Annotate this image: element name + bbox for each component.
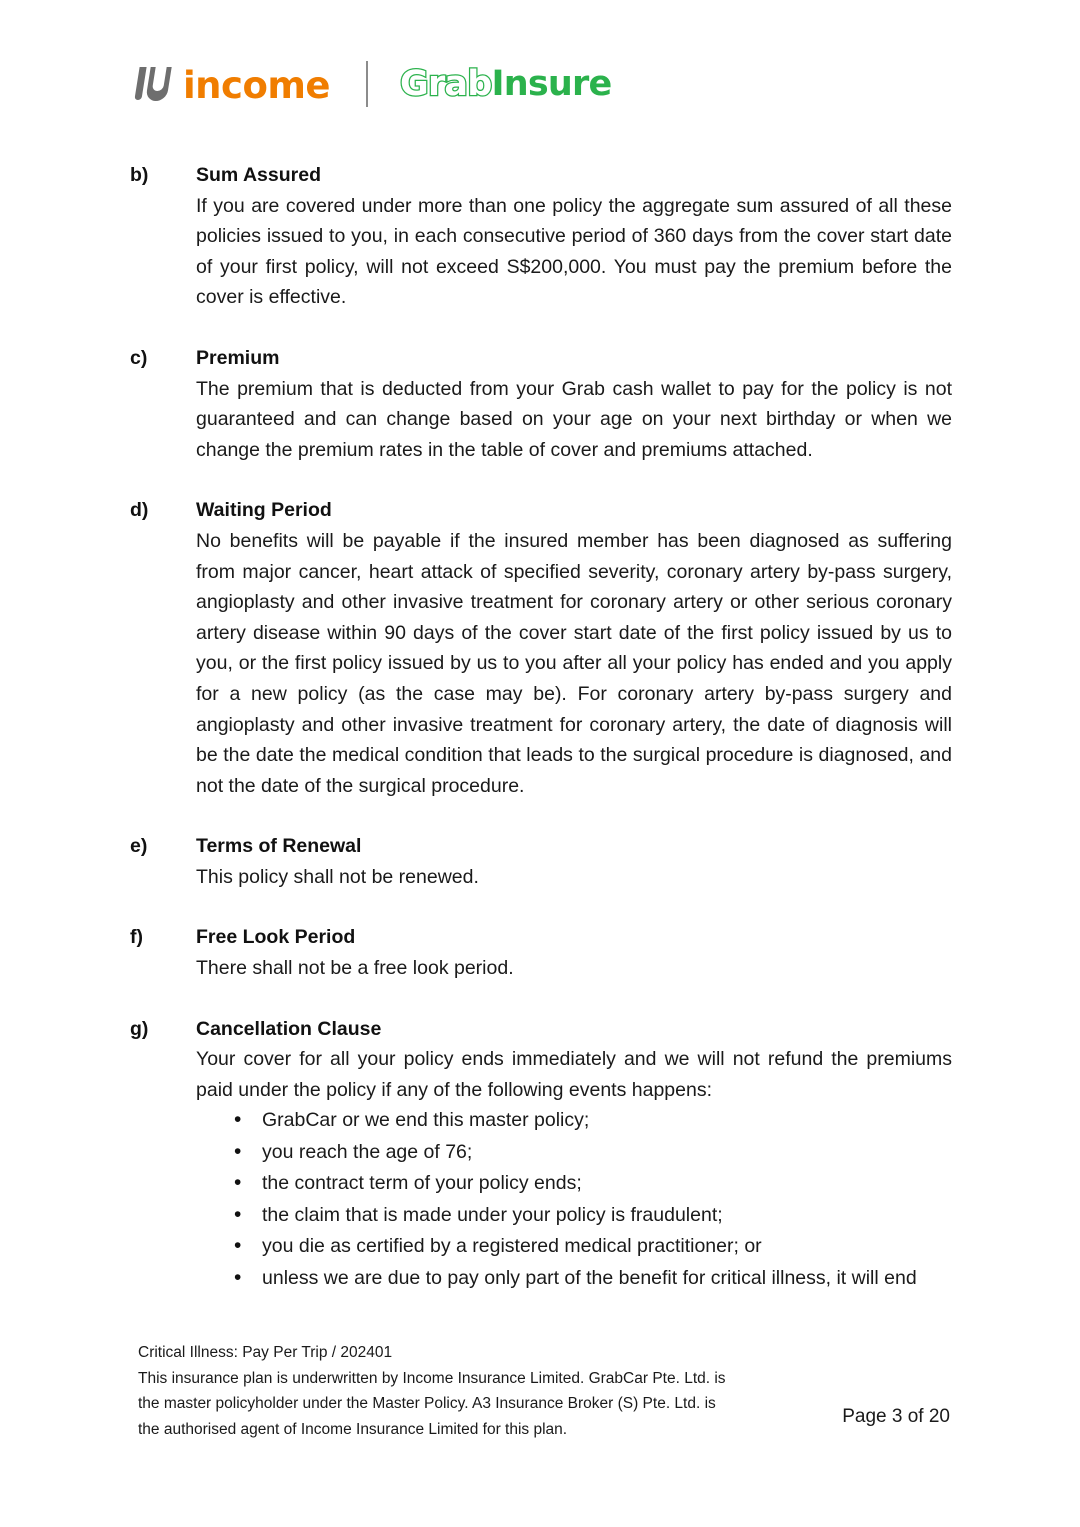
- income-logo: [136, 57, 330, 111]
- list-item: • GrabCar or we end this master policy;: [196, 1105, 952, 1137]
- footer-plan-reference: Critical Illness: Pay Per Trip / 202401: [138, 1344, 393, 1361]
- document-body: [130, 160, 952, 1324]
- clause-paragraph: No benefits will be payable if the insured member has been diagnosed as suffering from major cancer, heart attack of specified severity, coronary artery by-pass surgery, angioplasty and other invasive treatment for coronary artery or other serious coronary artery disease within 90 days of the cover start date of the first policy issued by us to you, or the first policy issued by us to you after all your policy has ended and you apply for a new policy (as the case may be). For coronary artery by-pass surgery and angioplasty and other invasive treatment for coronary artery, the date of diagnosis will be the date the medical condition that leads to the surgical procedure is diagnosed, and not the date of the surgical procedure.: [196, 529, 952, 797]
- page-number: Page 3 of 20: [842, 1406, 950, 1427]
- footer-disclaimer: [138, 1340, 726, 1442]
- clause-d-waiting-period: [130, 495, 952, 801]
- clause-paragraph: If you are covered under more than one policy the aggregate sum assured of all these policies issued to you, in each consecutive period of 360 days from the cover start date of your first policy, will not exceed S$200,000. You must pay the premium before the cover is effective.: [196, 194, 952, 309]
- list-item: • you reach the age of 76;: [196, 1137, 952, 1169]
- list-item: • unless we are due to pay only part of the benefit for critical illness, it will end: [196, 1263, 952, 1295]
- clause-content: [196, 1014, 952, 1295]
- footer-disclaimer-line-3: the authorised agent of Income Insurance Limited for this plan.: [138, 1420, 568, 1438]
- clause-content: [196, 495, 952, 801]
- clause-paragraph: Your cover for all your policy ends immediately and we will not refund the premiums paid under the policy if any of the following events happens:: [196, 1048, 952, 1101]
- clause-title: Free Look Period: [196, 926, 356, 949]
- grabinsure-insure-text: Insure: [491, 63, 612, 104]
- clause-title: Premium: [196, 346, 280, 369]
- grabinsure-logo: [400, 63, 612, 104]
- document-header: [136, 57, 611, 111]
- clause-marker: c): [130, 346, 148, 369]
- list-item: • the claim that is made under your policy is fraudulent;: [196, 1200, 952, 1232]
- clause-title: Waiting Period: [196, 499, 332, 522]
- income-u-mark-icon: [136, 64, 174, 104]
- logo-divider: [366, 61, 368, 107]
- clause-marker: d): [130, 499, 149, 522]
- footer-disclaimer-line-1: This insurance plan is underwritten by Income Insurance Limited. GrabCar Pte. Ltd. is: [138, 1369, 726, 1387]
- clause-paragraph: The premium that is deducted from your Grab cash wallet to pay for the policy is not guaranteed and can change based on your age on your next birthday or when we change the premium rates in the table of cover and premiums attached.: [196, 377, 952, 461]
- clause-marker: g): [130, 1017, 149, 1040]
- list-item: • you die as certified by a registered medical practitioner; or: [196, 1231, 952, 1263]
- clause-b-sum-assured: [130, 160, 952, 313]
- clause-marker: f): [130, 926, 143, 949]
- clause-content: [196, 160, 952, 313]
- grabinsure-grab-text: Grab: [400, 63, 492, 104]
- clause-title: Cancellation Clause: [196, 1017, 382, 1040]
- cancellation-events-list: [196, 1105, 952, 1294]
- income-wordmark: income: [183, 63, 331, 107]
- clause-content: [196, 831, 952, 892]
- clause-marker: b): [130, 164, 149, 186]
- clause-content: [196, 922, 952, 983]
- clause-paragraph: This policy shall not be renewed.: [196, 865, 479, 888]
- clause-c-premium: [130, 343, 952, 465]
- clause-paragraph: There shall not be a free look period.: [196, 957, 514, 980]
- clause-content: [196, 343, 952, 465]
- clause-title: Sum Assured: [196, 164, 321, 186]
- clause-title: Terms of Renewal: [196, 835, 362, 858]
- clause-marker: e): [130, 835, 148, 858]
- list-item: • the contract term of your policy ends;: [196, 1168, 952, 1200]
- clause-e-terms-of-renewal: [130, 831, 952, 892]
- clause-f-free-look-period: [130, 922, 952, 983]
- footer-disclaimer-line-2: the master policyholder under the Master Policy. A3 Insurance Broker (S) Pte. Ltd. is: [138, 1395, 716, 1412]
- clause-g-cancellation-clause: [130, 1014, 952, 1295]
- document-footer: [138, 1340, 952, 1442]
